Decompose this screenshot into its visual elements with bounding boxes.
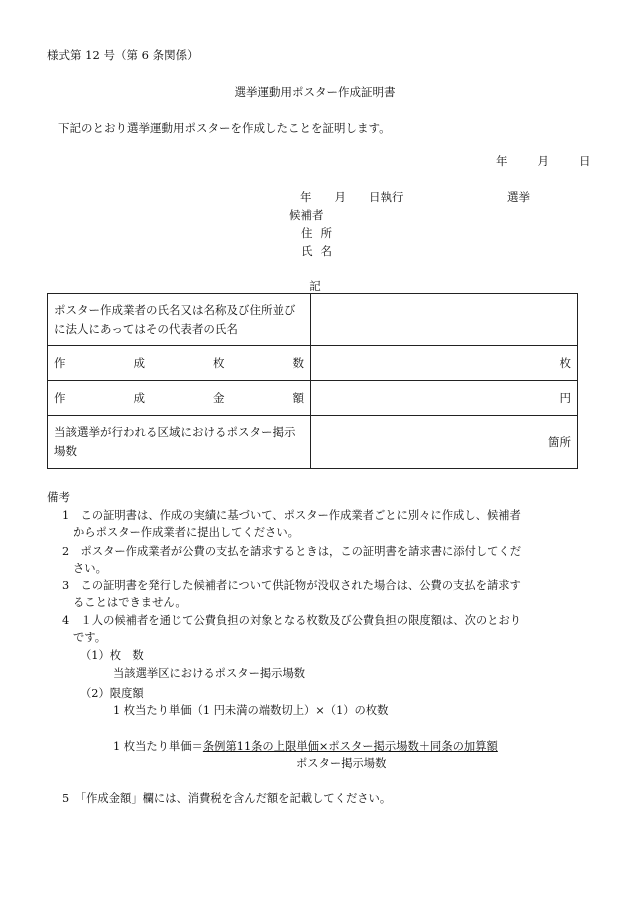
table-row [48,416,578,469]
form-reference: 様式第 12 号（第 6 条関係） [47,48,199,62]
table-row [48,346,578,381]
election-line: 年 月 日執行 選挙 [300,190,530,204]
poster-sites-label: 当該選挙が行われる区域におけるポスター掲示場数 [48,416,311,469]
contractor-value[interactable] [311,294,578,346]
formula-prefix: 1 枚当たり単価＝ [113,740,203,753]
document-title: 選挙運動用ポスター作成証明書 [234,85,396,99]
sub-note-2: （2）限度額 [80,687,144,700]
amount-unit[interactable]: 円 [311,381,578,416]
note-4: 4 １人の候補者を通じて公費負担の対象となる枚数及び公費負担の限度額は、次のとおり [62,614,522,627]
formula-denominator: ポスター掲示場数 [296,757,387,770]
sub-note-2-text: 1 枚当たり単価（1 円未満の端数切上）×（1）の枚数 [113,704,389,717]
date-line [496,153,591,169]
poster-sites-unit[interactable]: 箇所 [311,416,578,469]
formula-numerator: 条例第11条の上限単価×ポスター掲示場数＋同条の加算額 [202,740,498,753]
contractor-label: ポスター作成業者の氏名又は名称及び住所並びに法人にあってはその代表者の氏名 [48,294,311,346]
name-label: 氏名 [301,244,340,258]
table-row [48,294,578,346]
date-year: 年 [496,154,508,168]
quantity-label: 作 成 枚 数 [54,355,304,370]
ki-marker: 記 [309,279,321,293]
amount-label: 作 成 金 額 [54,390,304,405]
intro-text: 下記のとおり選挙運動用ポスターを作成したことを証明します。 [58,121,391,135]
note-1-cont: からポスター作成業者に提出してください。 [73,526,299,539]
note-3-cont: ることはできません。 [73,596,187,609]
note-4-cont: です。 [73,631,106,644]
note-2-cont: さい。 [73,562,107,575]
date-month: 月 [537,154,549,168]
note-5: 5 「作成金額」欄には、消費税を含んだ額を記載してください。 [62,792,392,805]
sub-note-1: （1）枚 数 [80,649,144,662]
quantity-unit[interactable]: 枚 [311,346,578,381]
note-1: 1 この証明書は、作成の実績に基づいて、ポスター作成業者ごとに別々に作成し、候補者 [62,509,521,522]
note-3: 3 この証明書を発行した候補者について供託物が没収された場合は、公費の支払を請求す [62,579,521,592]
sub-note-1-text: 当該選挙区におけるポスター掲示場数 [113,667,306,680]
unit-price-formula [113,738,498,754]
notes-heading: 備考 [47,490,70,504]
address-label: 住所 [301,226,340,240]
certificate-table [47,293,578,469]
note-2: 2 ポスター作成業者が公費の支払を請求するときは，この証明書を請求書に添付してくだ [62,545,522,558]
candidate-label: 候補者 [289,208,324,222]
date-day: 日 [579,154,591,168]
table-row [48,381,578,416]
